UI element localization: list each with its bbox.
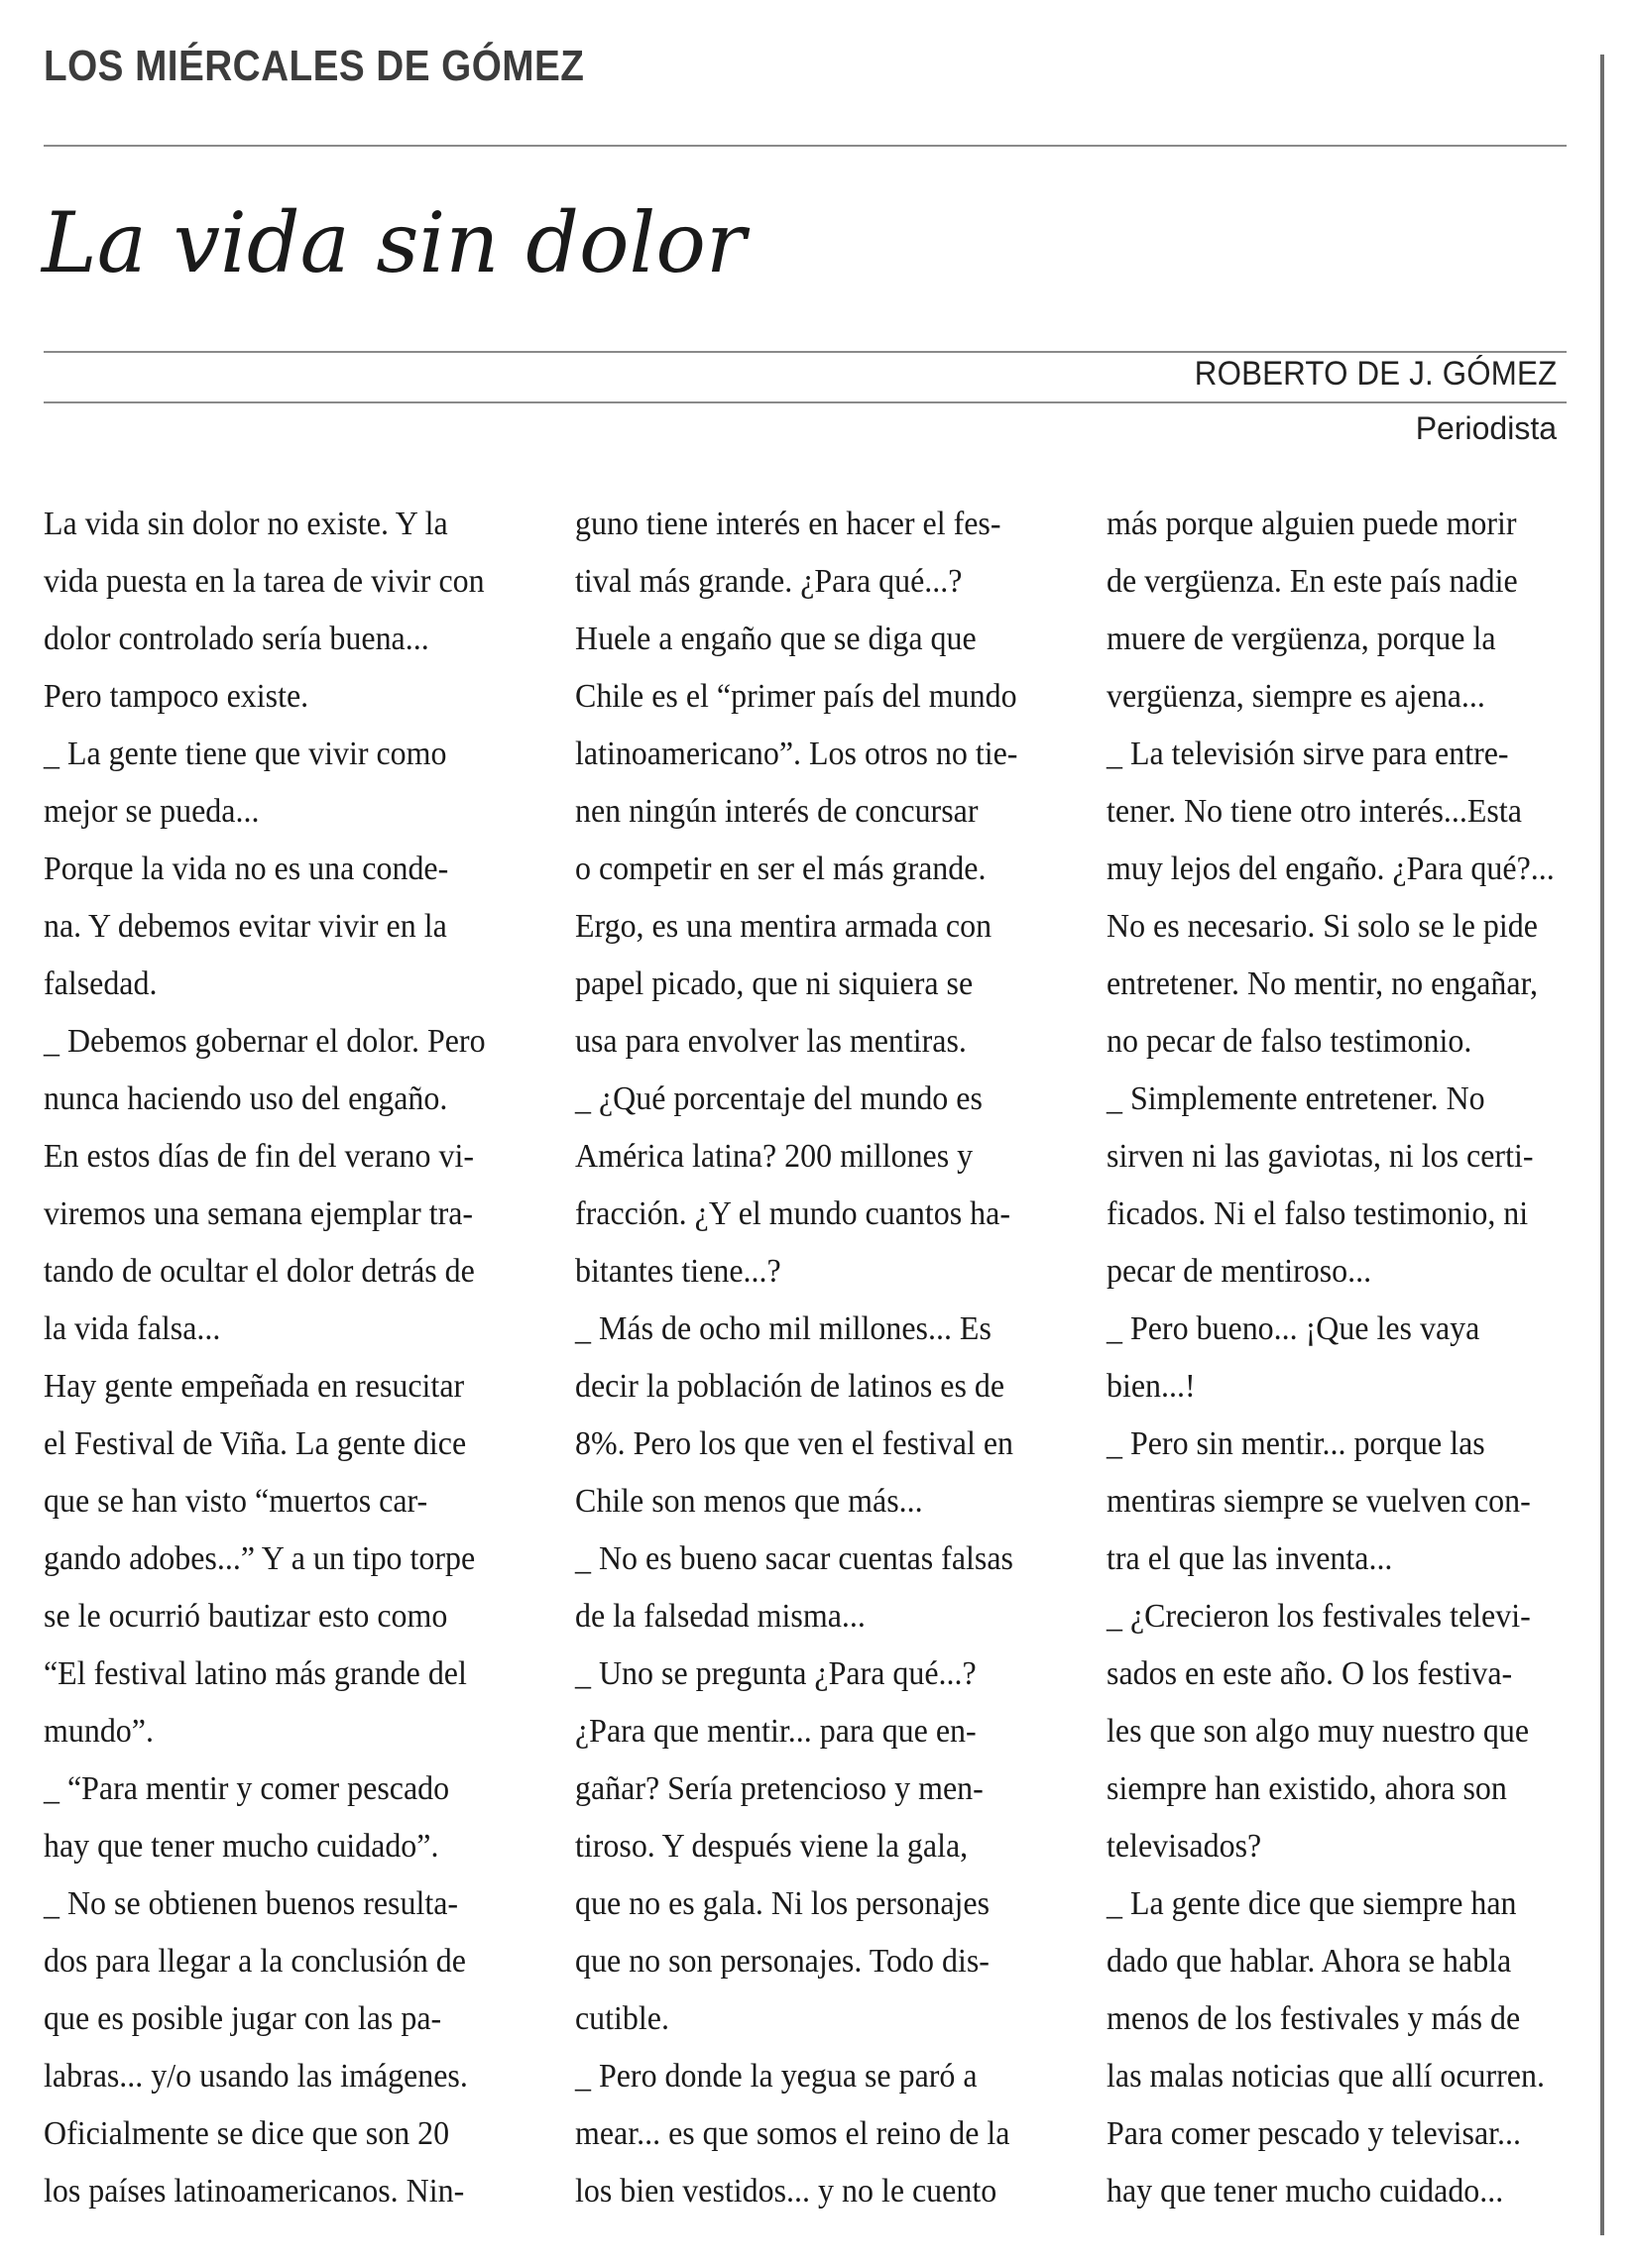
text-line: que no son personajes. Todo dis- [575,1943,990,1980]
text-line: Para comer pescado y televisar... [1107,2115,1521,2152]
text-line: la vida falsa... [44,1310,221,1347]
text-line: En estos días de fin del verano vi- [44,1138,475,1175]
text-line: que no es gala. Ni los personajes [575,1885,991,1922]
text-line: _ Pero donde la yegua se paró a [575,2058,978,2095]
text-line: tra el que las inventa... [1107,1540,1393,1577]
text-line: que es posible jugar con las pa- [44,2000,442,2037]
text-line: viremos una semana ejemplar tra- [44,1195,474,1232]
text-line: vida puesta en la tarea de vivir con [44,563,485,600]
text-line: “El festival latino más grande del [44,1655,467,1692]
text-line: mear... es que somos el reino de la [575,2115,1010,2152]
text-line: falsedad. [44,965,158,1002]
author-name: ROBERTO DE J. GÓMEZ [1194,355,1557,393]
text-line: que se han visto “muertos car- [44,1483,428,1520]
text-line: de la falsedad misma... [575,1598,866,1635]
text-line: el Festival de Viña. La gente dice [44,1425,467,1462]
text-line: _ Más de ocho mil millones... Es [575,1310,992,1347]
text-line: tener. No tiene otro interés...Esta [1107,793,1522,830]
text-line: o competir en ser el más grande. [575,850,987,887]
text-line: papel picado, que ni siquiera se [575,965,974,1002]
text-line: nen ningún interés de concursar [575,793,979,830]
text-line: Pero tampoco existe. [44,678,309,715]
text-line: Porque la vida no es una conde- [44,850,449,887]
text-line: vergüenza, siempre es ajena... [1107,678,1485,715]
text-line: Huele a engaño que se diga que [575,621,977,657]
text-line: Chile es el “primer país del mundo [575,678,1017,715]
text-line: _ No es bueno sacar cuentas falsas [575,1540,1013,1577]
text-line: _ Pero bueno... ¡Que les vaya [1107,1310,1480,1347]
text-line: los países latinoamericanos. Nin- [44,2173,465,2210]
text-line: _ “Para mentir y comer pescado [44,1770,450,1807]
article-column-2 [575,496,1053,2220]
text-line: más porque alguien puede morir [1107,506,1517,542]
article-column-3 [1107,496,1584,2220]
text-line: tiroso. Y después viene la gala, [575,1828,969,1865]
text-line: mundo”. [44,1713,154,1750]
text-line: Oficialmente se dice que son 20 [44,2115,450,2152]
text-line: tival más grande. ¿Para qué...? [575,563,963,600]
text-line: decir la población de latinos es de [575,1368,1005,1405]
text-line: na. Y debemos evitar vivir en la [44,908,447,945]
text-line: bien...! [1107,1368,1196,1405]
text-line: _ La gente tiene que vivir como [44,736,447,772]
text-line: dado que hablar. Ahora se habla [1107,1943,1512,1980]
text-line: tando de ocultar el dolor detrás de [44,1253,475,1290]
byline-divider-bottom [44,401,1567,403]
section-label: LOS MIÉRCALES DE GÓMEZ [44,42,585,90]
text-line: ¿Para que mentir... para que en- [575,1713,977,1750]
text-line: de vergüenza. En este país nadie [1107,563,1518,600]
byline-divider-top [44,351,1567,353]
text-line: no pecar de falso testimonio. [1107,1023,1472,1060]
header-divider-top [44,145,1567,147]
text-line: nunca haciendo uso del engaño. [44,1080,448,1117]
text-line: 8%. Pero los que ven el festival en [575,1425,1014,1462]
text-line: _ No se obtienen buenos resulta- [44,1885,459,1922]
text-line: ficados. Ni el falso testimonio, ni [1107,1195,1529,1232]
text-line: los bien vestidos... y no le cuento [575,2173,997,2210]
text-line: No es necesario. Si solo se le pide [1107,908,1538,945]
text-line: muy lejos del engaño. ¿Para qué?... [1107,850,1555,887]
text-line: televisados? [1107,1828,1262,1865]
text-line: mentiras siempre se vuelven con- [1107,1483,1531,1520]
text-line: sados en este año. O los festiva- [1107,1655,1513,1692]
text-line: sirven ni las gaviotas, ni los certi- [1107,1138,1534,1175]
text-line: pecar de mentiroso... [1107,1253,1372,1290]
article-headline: La vida sin dolor [42,194,747,291]
text-line: Ergo, es una mentira armada con [575,908,992,945]
text-line: hay que tener mucho cuidado... [1107,2173,1504,2210]
text-line: _ Simplemente entretener. No [1107,1080,1485,1117]
text-line: gando adobes...” Y a un tipo torpe [44,1540,476,1577]
text-line: usa para envolver las mentiras. [575,1023,967,1060]
text-line: dolor controlado sería buena... [44,621,429,657]
text-line: América latina? 200 millones y [575,1138,974,1175]
text-line: entretener. No mentir, no engañar, [1107,965,1538,1002]
text-line: _ Debemos gobernar el dolor. Pero [44,1023,486,1060]
text-line: les que son algo muy nuestro que [1107,1713,1530,1750]
text-line: La vida sin dolor no existe. Y la [44,506,448,542]
text-line: fracción. ¿Y el mundo cuantos ha- [575,1195,1010,1232]
text-line: Chile son menos que más... [575,1483,923,1520]
text-line: las malas noticias que allí ocurren. [1107,2058,1545,2095]
text-line: _ Uno se pregunta ¿Para qué...? [575,1655,977,1692]
text-line: _ La televisión sirve para entre- [1107,736,1509,772]
text-line: latinoamericano”. Los otros no tie- [575,736,1018,772]
text-line: dos para llegar a la conclusión de [44,1943,466,1980]
text-line: gañar? Sería pretencioso y men- [575,1770,984,1807]
page-edge-rule [1600,55,1604,2235]
text-line: se le ocurrió bautizar esto como [44,1598,448,1635]
text-line: _ ¿Crecieron los festivales televi- [1107,1598,1531,1635]
text-line: bitantes tiene...? [575,1253,781,1290]
text-line: siempre han existido, ahora son [1107,1770,1507,1807]
text-line: muere de vergüenza, porque la [1107,621,1496,657]
text-line: _ ¿Qué porcentaje del mundo es [575,1080,983,1117]
text-line: cutible. [575,2000,669,2037]
text-line: labras... y/o usando las imágenes. [44,2058,468,2095]
article-column-1 [44,496,522,2220]
text-line: _ La gente dice que siempre han [1107,1885,1517,1922]
text-line: menos de los festivales y más de [1107,2000,1521,2037]
text-line: _ Pero sin mentir... porque las [1107,1425,1485,1462]
text-line: Hay gente empeñada en resucitar [44,1368,465,1405]
author-role: Periodista [1415,410,1557,446]
text-line: mejor se pueda... [44,793,260,830]
text-line: guno tiene interés en hacer el fes- [575,506,1001,542]
text-line: hay que tener mucho cuidado”. [44,1828,439,1865]
